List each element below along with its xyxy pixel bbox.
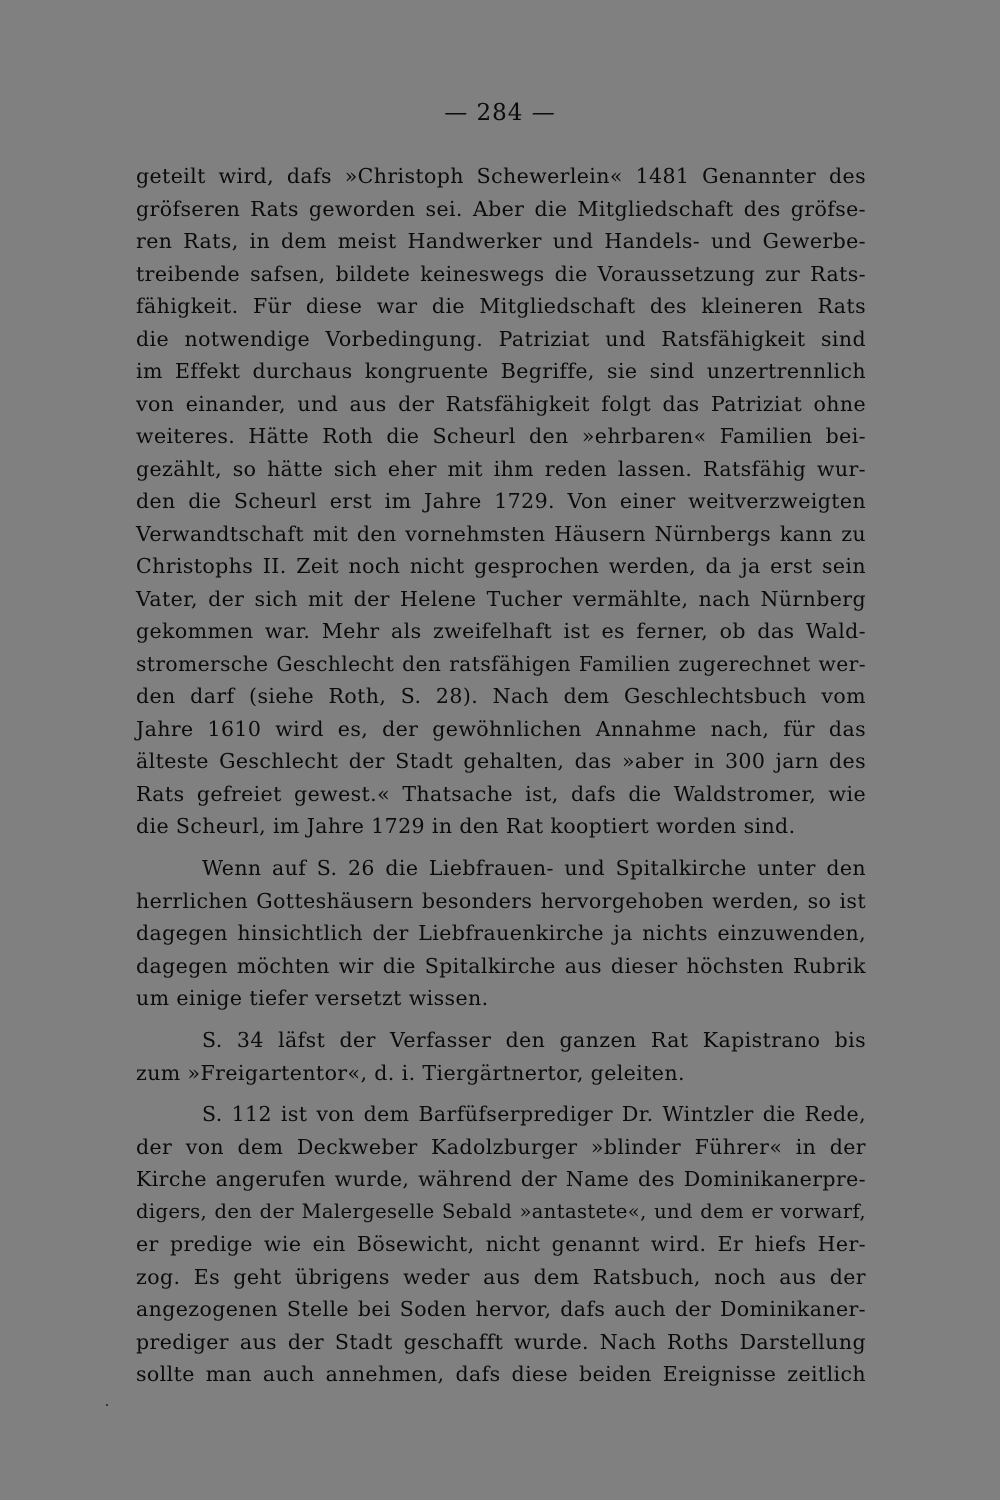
text-line: die Scheurl, im Jahre 1729 in den Rat kooptiert worden sind. — [136, 814, 796, 838]
text-line: den darf (siehe Roth, S. 28). Nach dem Geschlechtsbuch vom — [136, 684, 866, 708]
scan-speck — [106, 1404, 108, 1406]
paragraph-4 — [136, 1098, 866, 1391]
text-line: stromersche Geschlecht den ratsfähigen Familien zugerechnet wer- — [136, 651, 866, 676]
text-line: um einige tiefer versetzt wissen. — [136, 986, 489, 1010]
text-line: Jahre 1610 wird es, der gewöhnlichen Annahme nach, für das — [136, 716, 866, 741]
text-line: er predige wie ein Bösewicht, nicht genannt wird. Er hiefs Her- — [136, 1232, 866, 1256]
text-line: gezählt, so hätte sich eher mit ihm reden lassen. Ratsfähig wur- — [136, 456, 866, 481]
paragraph-2 — [136, 852, 866, 1015]
text-line: angezogenen Stelle bei Soden hervor, dafs auch der Dominikaner- — [136, 1297, 866, 1321]
paragraph-1 — [136, 160, 866, 843]
text-line: Rats gefreiet gewest.« Thatsache ist, dafs die Waldstromer, wie — [136, 781, 866, 806]
text-line: von einander, und aus der Ratsfähigkeit folgt das Patriziat ohne — [136, 391, 866, 416]
page-number: — 284 — — [444, 100, 556, 126]
text-line: den die Scheurl erst im Jahre 1729. Von einer weitverzweigten — [136, 489, 866, 513]
text-line: S. 112 ist von dem Barfüfserprediger Dr. Wintzler die Rede, — [202, 1102, 866, 1126]
text-line: Vater, der sich mit der Helene Tucher vermählte, nach Nürnberg — [136, 586, 866, 611]
text-line: gröfseren Rats geworden sei. Aber die Mitgliedschaft des gröfse- — [136, 196, 866, 221]
text-line: zog. Es geht übrigens weder aus dem Ratsbuch, noch aus der — [136, 1264, 866, 1289]
text-line: zum »Freigartentor«, d. i. Tiergärtnertor, geleiten. — [136, 1060, 685, 1085]
text-line: im Effekt durchaus kongruente Begriffe, sie sind unzertrennlich — [136, 359, 866, 383]
text-line: weiteres. Hätte Roth die Scheurl den »ehrbaren« Familien bei- — [136, 424, 866, 448]
text-line: ren Rats, in dem meist Handwerker und Handels- und Gewerbe- — [136, 229, 866, 253]
text-line: Kirche angerufen wurde, während der Name des Dominikanerpre- — [136, 1167, 866, 1191]
text-line: S. 34 läfst der Verfasser den ganzen Rat Kapistrano bis — [202, 1028, 866, 1052]
text-line: fähigkeit. Für diese war die Mitgliedschaft des kleineren Rats — [136, 294, 866, 318]
text-line: herrlichen Gotteshäusern besonders hervorgehoben werden, so ist — [136, 888, 866, 913]
text-line: digers, den der Malergeselle Sebald »antastete«, und dem er vorwarf, — [136, 1199, 866, 1223]
text-line: prediger aus der Stadt geschafft wurde. Nach Roths Darstellung — [136, 1329, 866, 1354]
text-line: sollte man auch annehmen, dafs diese beiden Ereignisse zeitlich — [136, 1362, 866, 1386]
text-line: geteilt wird, dafs »Christoph Schewerlein« 1481 Genannter des — [136, 164, 866, 188]
text-line: älteste Geschlecht der Stadt gehalten, das »aber in 300 jarn des — [136, 749, 866, 773]
text-line: die notwendige Vorbedingung. Patriziat und Ratsfähigkeit sind — [136, 326, 866, 351]
text-line: treibende safsen, bildete keineswegs die Voraussetzung zur Rats- — [136, 261, 866, 286]
text-line: dagegen möchten wir die Spitalkirche aus dieser höchsten Rubrik — [136, 953, 866, 978]
text-line: der von dem Deckweber Kadolzburger »blinder Führer« in der — [136, 1134, 866, 1159]
text-line: Wenn auf S. 26 die Liebfrauen- und Spitalkirche unter den — [202, 856, 866, 880]
text-line: Verwandtschaft mit den vornehmsten Häusern Nürnbergs kann zu — [136, 521, 866, 546]
text-line: Christophs II. Zeit noch nicht gesprochen werden, da ja erst sein — [136, 554, 866, 578]
paragraph-3 — [136, 1024, 866, 1089]
text-line: gekommen war. Mehr als zweifelhaft ist es ferner, ob das Wald- — [136, 619, 866, 643]
text-line: dagegen hinsichtlich der Liebfrauenkirche ja nichts einzuwenden, — [136, 921, 866, 945]
